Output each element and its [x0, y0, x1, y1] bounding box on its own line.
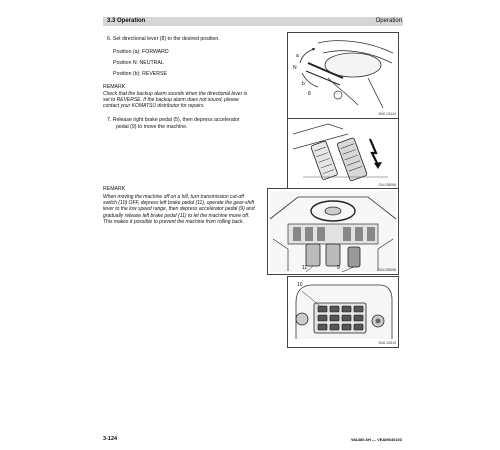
figure-pedals [287, 118, 399, 190]
figure-3-id: GN-035098 [378, 268, 396, 272]
label-10: 10 [297, 282, 303, 288]
page-number: 3-124 [103, 436, 118, 442]
step-7-line-2: pedal (9) to move the machine. [116, 124, 188, 130]
position-forward: Position (a): FORWARD [113, 49, 169, 55]
label-a: a [296, 53, 299, 59]
figure-directional-lever [287, 32, 399, 119]
step-6-text: 6. Set directional lever (8) to the desired position. [107, 36, 220, 42]
position-neutral: Position N: NEUTRAL [113, 60, 164, 66]
label-b: b [302, 81, 305, 87]
figure-4-id: 3NG-03310 [378, 341, 396, 345]
switch-panel-drawing [288, 277, 398, 347]
cab-interior-drawing [268, 189, 398, 274]
remark-1-body: Check that the backup alarm sounds when the directional lever is set to REVERSE. If the backup alarm does not sound, please contact your KOMATSU distributor for repairs. [103, 91, 248, 110]
figure-2-id: GN-035098 [378, 183, 396, 187]
remark-2-body: When moving the machine off on a hill, turn transmission cut-off switch (10) OFF, depress left brake pedal (11), operate the gear-shift lever to the low speed range, then depress accelerator pedal (9) and gradually release left brake pedal (11) to let the machine move off. This makes it possible to prevent the machine from rolling back. [103, 194, 255, 225]
remark-1-title: REMARK [103, 84, 126, 90]
label-8: 8 [308, 91, 311, 97]
pedals-drawing [288, 119, 398, 189]
chapter-title: Operation [375, 18, 402, 24]
section-title: 3.3 Operation [107, 18, 146, 24]
position-reverse: Position (b): REVERSE [113, 71, 167, 77]
directional-lever-drawing [288, 33, 398, 118]
label-11: 11 [302, 265, 308, 271]
label-n: N [293, 65, 297, 71]
label-9: 9 [337, 265, 340, 271]
figure-1-id: 3NG-03144 [378, 112, 396, 116]
remark-2-title: REMARK [103, 186, 126, 192]
header-bar [103, 17, 403, 26]
figure-switch-panel [287, 276, 399, 348]
model-code: WA380-6H — VEAM640103 [351, 437, 402, 442]
step-7-line-1: 7. Release right brake pedal (5), then depress accelerator [107, 117, 240, 123]
figure-cab-interior [267, 188, 399, 275]
